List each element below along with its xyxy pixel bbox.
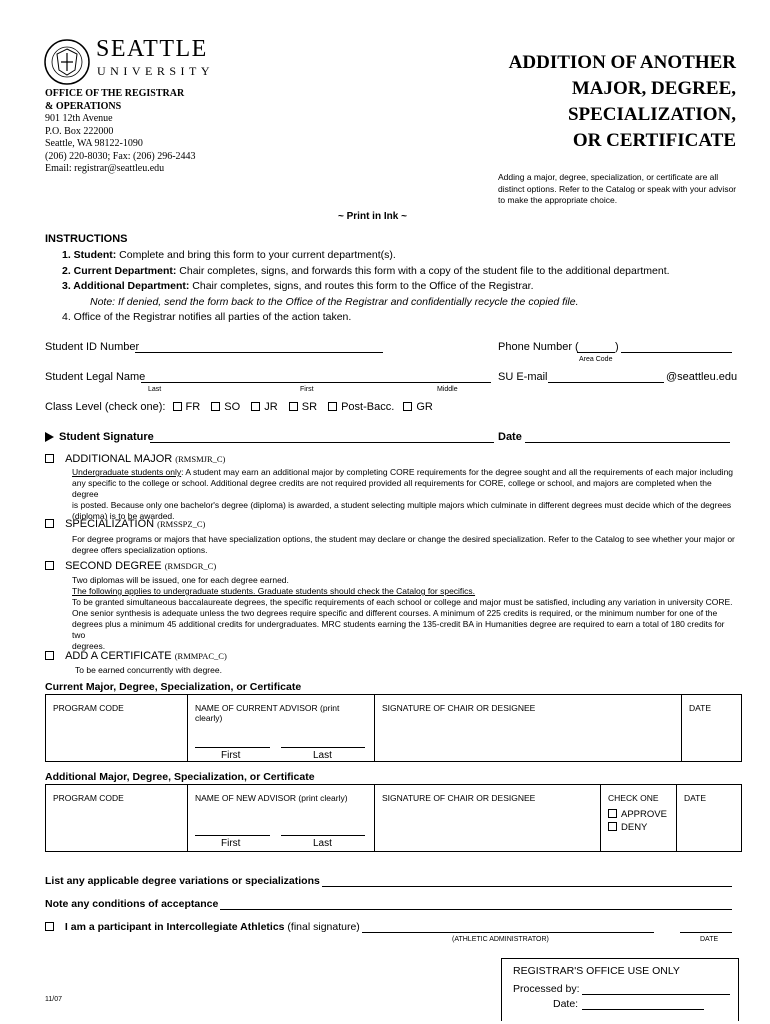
second-text-line-1: Two diplomas will be issued, one for each degree earned. bbox=[72, 575, 289, 585]
additional-chair-signature-cell[interactable] bbox=[375, 785, 601, 852]
conditions-label: Note any conditions of acceptance bbox=[45, 898, 219, 910]
intro-note bbox=[498, 172, 736, 207]
col-check-one: CHECK ONE bbox=[608, 793, 659, 803]
current-chair-signature-cell[interactable] bbox=[375, 695, 682, 762]
class-level-fr-label: FR bbox=[185, 401, 201, 413]
athletics-label: I am a participant in Intercollegiate Athletics bbox=[64, 921, 285, 933]
class-level-so[interactable] bbox=[211, 401, 240, 413]
class-level-sr[interactable] bbox=[289, 401, 317, 413]
second-text-line-3: To be granted simultaneous baccalaureate degrees, the specific requirements of each school or college and major must be satisfied, including any variation in university CORE. bbox=[72, 597, 733, 607]
processed-by-label: Processed by: bbox=[513, 983, 580, 995]
current-table-heading: Current Major, Degree, Specialization, or Certificate bbox=[45, 681, 302, 693]
additional-program-table bbox=[45, 784, 742, 852]
new-advisor-first-caption: First bbox=[221, 838, 241, 849]
class-level-fr[interactable] bbox=[173, 401, 201, 413]
intro-note-line-1: Adding a major, degree, specialization, or certificate are all bbox=[498, 172, 719, 182]
student-id-label: Student ID Number bbox=[45, 341, 140, 353]
add-certificate-title: ADD A CERTIFICATE bbox=[65, 650, 172, 662]
instruction-step-4: 4. Office of the Registrar notifies all parties of the action taken. bbox=[62, 311, 352, 323]
class-level-postbacc[interactable] bbox=[328, 401, 394, 413]
logo-wordmark-top: SEATTLE bbox=[96, 36, 208, 62]
page-title bbox=[509, 50, 736, 154]
second-text-line-6: degrees. bbox=[72, 641, 106, 651]
title-line-1: ADDITION OF ANOTHER bbox=[508, 52, 736, 73]
check-one-cell bbox=[601, 785, 677, 852]
current-advisor-last-input[interactable] bbox=[281, 747, 365, 748]
middle-name-caption: Middle bbox=[437, 386, 458, 393]
area-code-caption: Area Code bbox=[579, 356, 613, 363]
new-advisor-cell[interactable] bbox=[188, 785, 375, 852]
instruction-step-1: 1. Student: Complete and bring this form to your current department(s). bbox=[62, 249, 396, 261]
legal-name-label: Student Legal Name bbox=[45, 371, 146, 383]
option-additional-major[interactable] bbox=[45, 453, 225, 465]
add-certificate-description: To be earned concurrently with degree. bbox=[75, 665, 222, 675]
col-current-advisor: NAME OF CURRENT ADVISOR (print clearly) bbox=[195, 703, 340, 723]
major-text-line-2: any specific to the college or school. Additional degree credits are not required provided all requirements for CORE, college or school, and majors are completed when the degree bbox=[72, 478, 712, 499]
additional-date-cell[interactable] bbox=[677, 785, 742, 852]
athletic-date-input[interactable] bbox=[680, 932, 732, 933]
processed-by-input[interactable] bbox=[582, 994, 730, 995]
second-text-line-5: degrees plus a minimum 45 additional credits for undergraduates. MRC students earning the 135-credit BA in Humanities degree are required to earn a total of 180 credits for two bbox=[72, 619, 725, 640]
class-level-so-label: SO bbox=[224, 401, 241, 413]
checkbox[interactable] bbox=[289, 402, 298, 411]
instruction-step-2: 2. Current Department: Chair completes, signs, and forwards this form with a copy of the student file to the additional department. bbox=[62, 264, 670, 277]
new-advisor-first-input[interactable] bbox=[195, 835, 270, 836]
conditions-input[interactable] bbox=[220, 909, 732, 910]
title-line-4: OR CERTIFICATE bbox=[572, 130, 736, 151]
checkbox[interactable] bbox=[173, 402, 182, 411]
additional-table-heading: Additional Major, Degree, Specialization, or Certificate bbox=[45, 771, 315, 783]
specialization-code: (RMSSPZ_C) bbox=[157, 519, 206, 529]
col-new-advisor: NAME OF NEW ADVISOR (print clearly) bbox=[195, 793, 348, 803]
new-advisor-last-input[interactable] bbox=[281, 835, 365, 836]
additional-program-code-cell[interactable] bbox=[46, 785, 188, 852]
office-address bbox=[45, 88, 196, 176]
athletic-date-caption: DATE bbox=[700, 936, 719, 943]
athletics-row[interactable] bbox=[45, 921, 360, 933]
additional-major-description bbox=[72, 467, 737, 522]
signature-date-input[interactable] bbox=[525, 442, 730, 443]
student-id-input[interactable] bbox=[135, 352, 383, 353]
second-degree-code: (RMSDGR_C) bbox=[164, 561, 217, 571]
col-date: DATE bbox=[684, 793, 707, 803]
print-in-ink: ~ Print in Ink ~ bbox=[338, 211, 407, 222]
signature-date-label: Date bbox=[498, 431, 522, 443]
checkbox[interactable] bbox=[45, 651, 54, 660]
checkbox[interactable] bbox=[328, 402, 337, 411]
second-degree-description bbox=[72, 575, 737, 652]
major-text-line-1: Undergraduate students only: A student may earn an additional major by completing CORE requirements for the degree sought and all the requirements of each major including bbox=[72, 467, 734, 477]
logo-wordmark-bottom: UNIVERSITY bbox=[97, 64, 214, 78]
email-domain: @seattleu.edu bbox=[666, 371, 738, 383]
class-level-label: Class Level (check one): bbox=[45, 401, 166, 413]
col-program-code: PROGRAM CODE bbox=[53, 703, 124, 713]
deny-label: DENY bbox=[621, 822, 648, 833]
registrar-office-use-box bbox=[501, 958, 739, 1021]
instruction-step-3-note: Note: If denied, send the form back to the Office of the Registrar and confidentially recycle the copied file. bbox=[90, 295, 579, 308]
checkbox[interactable] bbox=[45, 922, 54, 931]
deny-option[interactable] bbox=[608, 822, 669, 833]
address-line-2: P.O. Box 222000 bbox=[45, 125, 114, 137]
checkbox[interactable] bbox=[251, 402, 260, 411]
approve-label: APPROVE bbox=[621, 809, 667, 820]
office-date-label: Date: bbox=[553, 998, 579, 1010]
current-advisor-first-input[interactable] bbox=[195, 747, 270, 748]
variations-input[interactable] bbox=[322, 886, 732, 887]
checkbox[interactable] bbox=[45, 561, 54, 570]
class-level-sr-label: SR bbox=[301, 401, 318, 413]
last-name-caption: Last bbox=[148, 386, 162, 393]
instructions-heading: INSTRUCTIONS bbox=[45, 233, 128, 245]
current-advisor-cell[interactable] bbox=[188, 695, 375, 762]
instruction-step-3: 3. Additional Department: Chair completes, signs, and routes this form to the Office of the Registrar. bbox=[62, 280, 534, 292]
checkbox[interactable] bbox=[608, 822, 617, 831]
office-name: OFFICE OF THE REGISTRAR bbox=[45, 88, 185, 99]
student-signature-input[interactable] bbox=[150, 442, 494, 443]
class-level-gr-label: GR bbox=[416, 401, 433, 413]
class-level-jr-label: JR bbox=[264, 401, 278, 413]
checkbox[interactable] bbox=[45, 454, 54, 463]
variations-label: List any applicable degree variations or specializations bbox=[45, 875, 320, 887]
col-chair-signature: SIGNATURE OF CHAIR OR DESIGNEE bbox=[382, 793, 536, 803]
option-second-degree[interactable] bbox=[45, 560, 216, 572]
approve-option[interactable] bbox=[608, 809, 669, 820]
intro-note-line-2: distinct options. Refer to the Catalog or speak with your advisor bbox=[498, 183, 737, 194]
class-level-row bbox=[45, 401, 433, 413]
su-email-label: SU E-mail bbox=[498, 371, 548, 383]
option-specialization[interactable] bbox=[45, 518, 205, 530]
specialization-description bbox=[72, 534, 737, 556]
current-advisor-last-caption: Last bbox=[313, 750, 332, 761]
col-program-code: PROGRAM CODE bbox=[53, 793, 124, 803]
athletics-final-signature: (final signature) bbox=[284, 921, 360, 933]
checkbox[interactable] bbox=[45, 519, 54, 528]
form-revision-date: 11/07 bbox=[45, 996, 62, 1003]
area-code-input[interactable] bbox=[577, 352, 615, 353]
intro-note-line-3: to make the appropriate choice. bbox=[498, 195, 618, 205]
instructions-list bbox=[62, 248, 670, 326]
option-add-certificate[interactable] bbox=[45, 650, 227, 662]
class-level-jr[interactable] bbox=[251, 401, 277, 413]
athletic-admin-signature-input[interactable] bbox=[362, 932, 654, 933]
second-text-line-2: The following applies to undergraduate students. Graduate students should check the Catalog for specifics. bbox=[72, 586, 476, 596]
legal-name-input[interactable] bbox=[141, 382, 491, 383]
class-level-gr[interactable] bbox=[403, 401, 433, 413]
current-date-cell[interactable] bbox=[682, 695, 742, 762]
athletic-admin-caption: (ATHLETIC ADMINISTRATOR) bbox=[452, 936, 549, 943]
current-program-table bbox=[45, 694, 742, 762]
col-date: DATE bbox=[689, 703, 712, 713]
university-seal-logo bbox=[43, 38, 91, 86]
su-email-input[interactable] bbox=[548, 382, 664, 383]
current-advisor-first-caption: First bbox=[221, 750, 241, 761]
address-line-1: 901 12th Avenue bbox=[45, 113, 113, 124]
additional-major-code: (RMSMJR_C) bbox=[175, 454, 226, 464]
current-program-code-cell[interactable] bbox=[46, 695, 188, 762]
office-date-input[interactable] bbox=[582, 1009, 704, 1010]
title-line-2: MAJOR, DEGREE, bbox=[571, 78, 736, 99]
major-text-line-3: is posted. Because only one bachelor's degree (diploma) is awarded, a student selecting multiple majors which culminate in different degrees must decide which of the degrees bbox=[72, 500, 732, 510]
specialization-title: SPECIALIZATION bbox=[65, 518, 155, 530]
office-email: Email: registrar@seattleu.edu bbox=[45, 163, 165, 174]
signature-arrow-icon bbox=[45, 432, 54, 442]
checkbox[interactable] bbox=[403, 402, 412, 411]
class-level-postbacc-label: Post-Bacc. bbox=[341, 401, 395, 413]
spec-text-line-1: For degree programs or majors that have specialization options, the student may declare or change the desired specialization. Refer to the Catalog to see whether your major or bbox=[72, 534, 735, 544]
office-name-2: & OPERATIONS bbox=[45, 100, 122, 112]
second-text-line-4: One senior synthesis is adequate unless the two degrees require specific and different courses. A minimum of 225 credits is required, or the minimum number for one of the bbox=[72, 608, 718, 618]
checkbox[interactable] bbox=[211, 402, 220, 411]
spec-text-line-2: degree offers specialization options. bbox=[72, 545, 208, 555]
checkbox[interactable] bbox=[608, 809, 617, 818]
major-text-line-4: (diploma) is to be awarded. bbox=[72, 511, 175, 521]
student-signature-label: Student Signature bbox=[59, 431, 154, 443]
new-advisor-last-caption: Last bbox=[313, 838, 332, 849]
office-use-title: REGISTRAR'S OFFICE USE ONLY bbox=[513, 965, 680, 977]
col-chair-signature: SIGNATURE OF CHAIR OR DESIGNEE bbox=[382, 703, 536, 713]
title-line-3: SPECIALIZATION, bbox=[567, 104, 736, 125]
add-certificate-code: (RMMPAC_C) bbox=[174, 651, 227, 661]
second-degree-title: SECOND DEGREE bbox=[65, 560, 162, 572]
phone-close-paren: ) bbox=[615, 341, 619, 353]
phone-label: Phone Number ( bbox=[498, 341, 579, 353]
office-phone: (206) 220-8030; Fax: (206) 296-2443 bbox=[45, 150, 196, 162]
address-line-3: Seattle, WA 98122-1090 bbox=[45, 138, 143, 149]
phone-number-input[interactable] bbox=[621, 352, 732, 353]
first-name-caption: First bbox=[300, 386, 314, 393]
additional-major-title: ADDITIONAL MAJOR bbox=[65, 453, 173, 465]
